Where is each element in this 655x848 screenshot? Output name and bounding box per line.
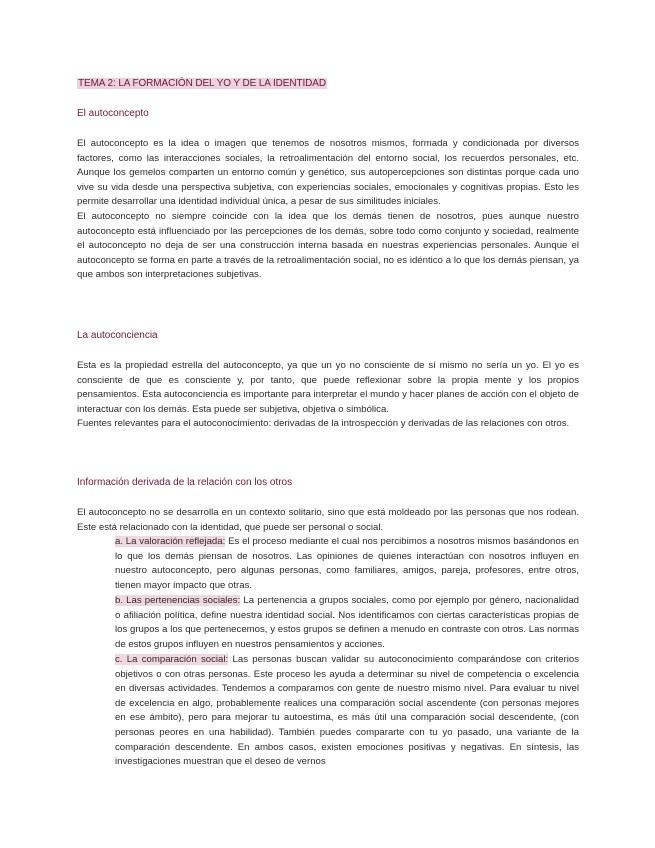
paragraph: El autoconcepto no siempre coincide con la idea que los demás tienen de nosotros, pues aunque nuestro autoconcepto está influenciado por las percepciones de los demás, sobre todo como conjunto y sociedad, realmente el autoconcepto no deja de ser una construcción interna basada en nuestras experiencias personales. Aunque el autoconcepto se forma en parte a través de la retroalimentación social, no es idéntico a lo que los demás piensan, ya que ambos son interpretaciones subjetivas. (77, 210, 579, 281)
section-body-autoconcepto (77, 137, 579, 283)
list-item-label: b. Las pertenencias sociales: (115, 595, 241, 606)
list-item-text: Es el proceso mediante el cual nos percibimos a nosotros mismos basándonos en lo que los demás piensan de nosotros. Las opiniones de quienes interactúan con nosotros influyen en nuestro autoconcepto, pero algunas personas, como familiares, amigos, pareja, profesores, entre otros, tienen mayor impacto que otras. (115, 536, 579, 591)
list-item-pertenencias-sociales (115, 594, 579, 652)
list-item-valoracion-reflejada (115, 535, 579, 593)
paragraph: El autoconcepto es la idea o imagen que tenemos de nosotros mismos, formada y condicionada por diversos factores, como las interacciones sociales, la retroalimentación del entorno social, los recuerdos personales, etc. Aunque los gemelos comparten un entorno común y genético, sus autopercepciones son distintas porque cada uno vive su vida desde una perspectiva subjetiva, con experiencias sociales, emocionales y cognitivas propias. Esto les permite desarrollar una identidad individual única, a pesar de sus similitudes iniciales. (77, 138, 579, 208)
list-item-text: La pertenencia a grupos sociales, como por ejemplo por género, nacionalidad o afiliación política, define nuestra identidad social. Nos identificamos con ciertas características propias de los grupos a los que pertenecemos, y estos grupos se definen a menudo en contraste con otros. Las normas de estos grupos influyen en nuestros pensamientos y acciones. (115, 595, 579, 650)
list-item-comparacion-social (115, 653, 579, 770)
paragraph: El autoconcepto no se desarrolla en un contexto solitario, sino que está moldeado por las personas que nos rodean. Este está relacionado con la identidad, que puede ser personal o social. (77, 507, 579, 533)
section-body-autoconciencia (77, 359, 579, 432)
section-heading-autoconciencia: La autoconciencia (77, 330, 158, 341)
list-item-text: Las personas buscan validar su autoconocimiento comparándose con criterios objetivos o con otras personas. Este proceso les ayuda a determinar su nivel de competencia o excelencia en diversas actividades. Tendemos a compararnos con gente de nuestro mismo nivel. Para evaluar tu nivel de excelencia en algo, probablemente realices una comparación social ascendente (con personas mejores en ese ámbito), pero para mejorar tu autoestima, es más útil una comparación social descendente, (con personas peores en una habilidad). También puedes compararte con tu yo pasado, una variante de la comparación descendente. En ambos casos, existen emociones positivas y negativas. En síntesis, las investigaciones muestran que el deseo de vernos (115, 654, 580, 768)
paragraph: Esta es la propiedad estrella del autoconcepto, ya que un yo no consciente de sí mismo no sería un yo. El yo es consciente de que es consciente y, por tanto, que puede reflexionar sobre la propia mente y los propios pensamientos. Esta autoconciencia es importante para interpretar el mundo y hacer planes de acción con el objeto de interactuar con los demás. Esta puede ser subjetiva, objetiva o simbólica. (77, 360, 579, 415)
list-item-label: a. La valoración reflejada: (115, 536, 226, 547)
paragraph: Fuentes relevantes para el autoconocimiento: derivadas de la introspección y derivadas de las relaciones con otros. (77, 418, 570, 430)
section-heading-relacion-otros: Información derivada de la relación con los otros (77, 477, 293, 488)
page-title-text: TEMA 2: LA FORMACIÓN DEL YO Y DE LA IDENTIDAD (78, 78, 326, 89)
list-item-label: c. La comparación social: (115, 654, 229, 665)
page-title (77, 77, 327, 92)
section-intro-relacion-otros (77, 506, 579, 535)
section-heading-autoconcepto: El autoconcepto (77, 108, 149, 119)
